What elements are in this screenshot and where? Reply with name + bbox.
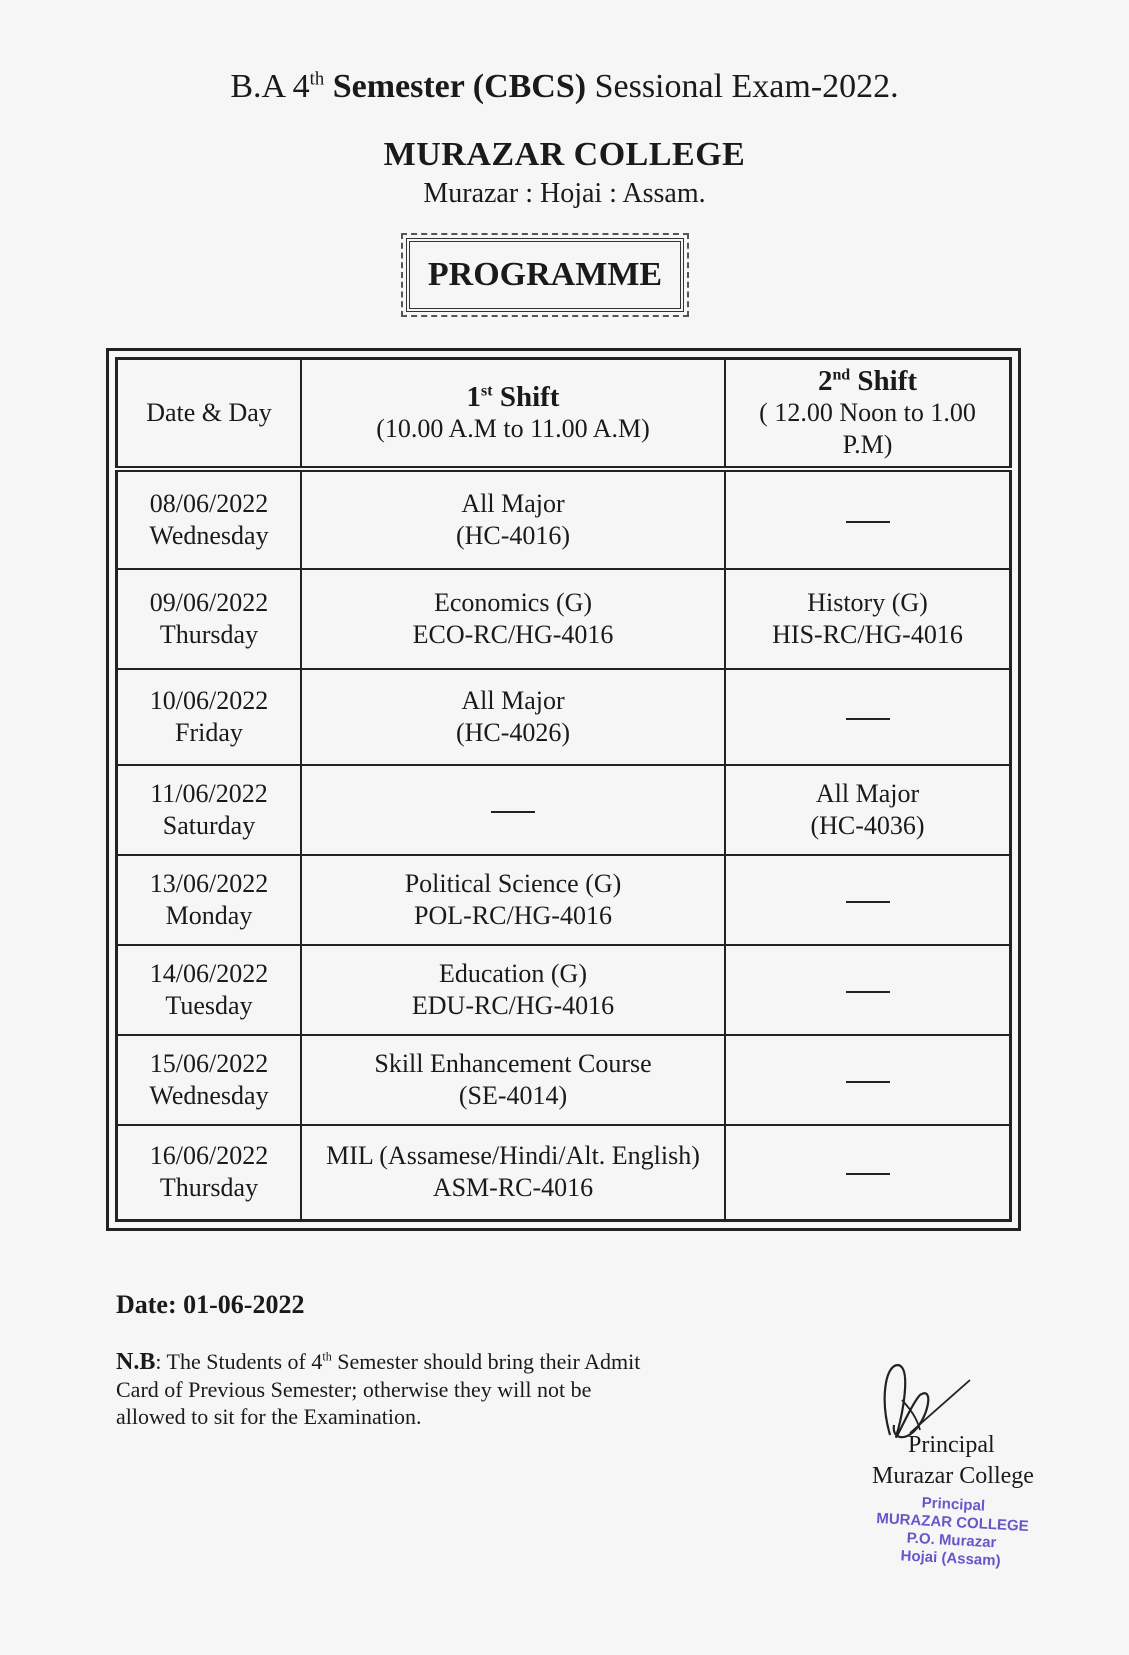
empty-dash xyxy=(846,1081,890,1083)
empty-dash xyxy=(846,901,890,903)
table-row xyxy=(117,765,1011,855)
shift-1-name xyxy=(308,381,718,413)
shift-1-cell-line-2: (HC-4026) xyxy=(455,717,571,747)
shift-2-cell-line-1: History (G) xyxy=(807,587,928,617)
table-row xyxy=(117,569,1011,669)
shift-1-cell-line-2: POL-RC/HG-4016 xyxy=(414,900,612,930)
shift-1-cell xyxy=(301,1035,725,1125)
table-row xyxy=(117,1035,1011,1125)
shift-2-time: ( 12.00 Noon to 1.00 P.M) xyxy=(759,397,976,459)
shift-2-cell xyxy=(725,765,1011,855)
shift-1-cell-line-1: Political Science (G) xyxy=(404,868,622,898)
college-location: Murazar : Hojai : Assam. xyxy=(423,178,706,209)
date-day-cell-line-2: Saturday xyxy=(162,810,256,840)
date-day-cell xyxy=(117,1035,302,1125)
shift-1-cell xyxy=(301,765,725,855)
shift-1-cell xyxy=(301,855,725,945)
shift-1-cell-line-1: All Major xyxy=(461,685,565,715)
empty-dash xyxy=(491,811,535,813)
date-day-cell-line-1: 10/06/2022 xyxy=(149,685,269,715)
date-day-cell-line-1: 08/06/2022 xyxy=(149,488,269,518)
date-day-cell xyxy=(117,669,302,765)
shift-1-num: 1 xyxy=(466,380,482,413)
date-day-cell-line-2: Thursday xyxy=(159,1173,259,1203)
shift-1-cell-line-1: MIL (Assamese/Hindi/Alt. English) xyxy=(326,1141,700,1171)
date-day-cell-line-1: 13/06/2022 xyxy=(149,868,269,898)
schedule-table-frame xyxy=(106,348,1021,1231)
nb-sup: th xyxy=(322,1349,332,1364)
empty-dash xyxy=(846,991,890,993)
shift-2-cell xyxy=(725,1035,1011,1125)
table-row xyxy=(117,669,1011,765)
shift-1-cell-line-1: Education (G) xyxy=(438,958,587,988)
shift-1-cell-line-1: All Major xyxy=(461,488,565,518)
title-bold: Semester (CBCS) xyxy=(324,68,587,105)
shift-2-cell xyxy=(725,469,1011,569)
date-day-cell-line-1: 15/06/2022 xyxy=(149,1048,269,1078)
signature-college: Murazar College xyxy=(872,1463,1034,1489)
shift-1-cell-line-2: EDU-RC/HG-4016 xyxy=(411,990,615,1020)
shift-1-cell-line-1: Skill Enhancement Course xyxy=(374,1048,652,1078)
nb-text-1: : The Students of 4 xyxy=(155,1349,323,1374)
shift-2-sup: nd xyxy=(832,366,851,384)
table-row xyxy=(117,945,1011,1035)
date-day-cell-line-2: Tuesday xyxy=(165,990,253,1020)
empty-dash xyxy=(846,521,890,523)
title-suffix: Sessional Exam-2022. xyxy=(586,68,899,105)
shift-1-cell-line-2: (HC-4016) xyxy=(455,520,571,550)
notice-date: Date: 01-06-2022 xyxy=(116,1290,305,1319)
stamp-line: Hojai (Assam) xyxy=(900,1547,1002,1570)
date-day-cell-line-2: Wednesday xyxy=(149,1080,269,1110)
shift-1-sup: st xyxy=(481,382,493,400)
date-day-cell xyxy=(117,1125,302,1221)
stamp-line: MURAZAR COLLEGE xyxy=(875,1510,1030,1535)
programme-heading xyxy=(406,238,684,312)
shift-2-cell-line-1: All Major xyxy=(815,778,920,808)
table-header-row xyxy=(117,359,1011,469)
date-day-cell-line-2: Monday xyxy=(165,900,253,930)
date-day-cell-line-2: Friday xyxy=(175,717,243,747)
programme-label: PROGRAMME xyxy=(427,256,663,293)
date-day-cell xyxy=(117,469,302,569)
header-shift-1 xyxy=(301,359,725,469)
shift-2-num: 2 xyxy=(817,364,833,397)
shift-1-cell xyxy=(301,669,725,765)
shift-1-cell xyxy=(301,945,725,1035)
schedule-table xyxy=(115,357,1012,1222)
table-body xyxy=(117,469,1011,1221)
shift-2-cell xyxy=(725,1125,1011,1221)
stamp-line: Principal xyxy=(921,1494,986,1515)
shift-2-cell-line-2: (HC-4036) xyxy=(810,810,925,840)
shift-1-word: Shift xyxy=(492,380,560,413)
date-day-cell-line-1: 16/06/2022 xyxy=(149,1141,269,1171)
shift-2-cell xyxy=(725,669,1011,765)
shift-1-cell xyxy=(301,469,725,569)
date-day-cell xyxy=(117,945,302,1035)
header-shift-2 xyxy=(725,359,1011,469)
table-row xyxy=(117,855,1011,945)
date-day-cell-line-2: Thursday xyxy=(159,619,259,649)
shift-1-cell-line-2: (SE-4014) xyxy=(458,1080,568,1110)
nb-note xyxy=(116,1348,646,1430)
shift-2-name xyxy=(732,365,1003,397)
title-sup: th xyxy=(309,68,325,90)
shift-1-cell xyxy=(301,569,725,669)
date-day-cell-line-1: 09/06/2022 xyxy=(149,587,269,617)
college-name: MURAZAR COLLEGE xyxy=(383,136,746,173)
title-prefix: B.A 4 xyxy=(230,68,310,105)
exam-title xyxy=(0,68,1129,106)
shift-2-cell xyxy=(725,945,1011,1035)
table-row xyxy=(117,469,1011,569)
shift-2-cell-line-2: HIS-RC/HG-4016 xyxy=(772,619,963,649)
table-row xyxy=(117,1125,1011,1221)
shift-1-cell-line-1: Economics (G) xyxy=(433,587,593,617)
date-day-cell xyxy=(117,855,302,945)
date-day-cell xyxy=(117,569,302,669)
signature-title: Principal xyxy=(908,1432,995,1458)
shift-1-time: (10.00 A.M to 11.00 A.M) xyxy=(376,413,650,443)
empty-dash xyxy=(846,718,890,720)
shift-1-cell xyxy=(301,1125,725,1221)
header-date-day: Date & Day xyxy=(117,359,302,469)
nb-text-2: Semester should bring their Admit Card of Previous Semester; otherwise they will not be allowed to sit for the Examination. xyxy=(116,1349,641,1429)
date-day-cell-line-1: 14/06/2022 xyxy=(149,958,269,988)
shift-2-word: Shift xyxy=(850,364,918,397)
date-day-cell xyxy=(117,765,302,855)
empty-dash xyxy=(846,1173,890,1175)
shift-1-cell-line-2: ECO-RC/HG-4016 xyxy=(412,619,614,649)
nb-label: N.B xyxy=(116,1349,156,1375)
date-day-cell-line-2: Wednesday xyxy=(149,520,269,550)
stamp-line: P.O. Murazar xyxy=(906,1529,997,1552)
shift-2-cell xyxy=(725,855,1011,945)
shift-1-cell-line-2: ASM-RC-4016 xyxy=(432,1173,594,1203)
college-stamp xyxy=(870,1492,1034,1572)
shift-2-cell xyxy=(725,569,1011,669)
date-day-cell-line-1: 11/06/2022 xyxy=(150,778,268,808)
